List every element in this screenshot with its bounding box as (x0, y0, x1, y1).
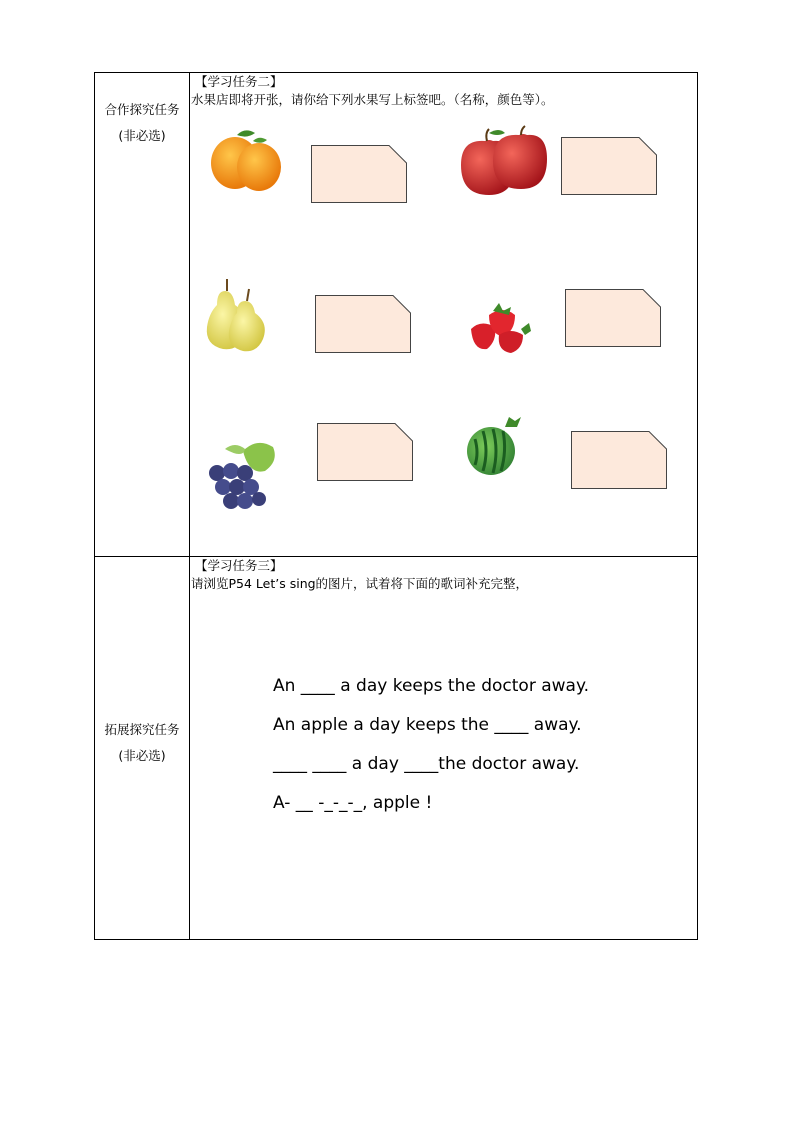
task-two-instruction: 水果店即将开张，请你给下列水果写上标签吧。（名称，颜色等）。 (191, 92, 554, 107)
label-box-strawberry[interactable] (565, 289, 661, 347)
lyric-line-4: A- __ -_-_-_, apple ! (273, 793, 433, 813)
label-box-orange[interactable] (311, 145, 407, 203)
task-three-instruction: 请浏览P54 Let’s sing的图片，试着将下面的歌词补充完整， (191, 576, 529, 591)
row-divider (95, 556, 697, 557)
watermelon-icon (465, 411, 523, 477)
task-three-title: 【学习任务三】 (195, 558, 283, 573)
row-label-cooperative: 合作探究任务 (非必选) (104, 102, 180, 143)
strawberry-icon (465, 295, 537, 355)
orange-icon (207, 125, 285, 195)
lyric-line-1: An ____ a day keeps the doctor away. (273, 676, 589, 696)
grape-icon (203, 437, 281, 513)
lyric-line-2: An apple a day keeps the ____ away. (273, 715, 582, 735)
column-divider (189, 73, 190, 939)
label-box-grape[interactable] (317, 423, 413, 481)
lyric-line-3: ____ ____ a day ____the doctor away. (273, 754, 580, 774)
task-two-title: 【学习任务二】 (195, 74, 283, 89)
pear-icon (203, 275, 269, 355)
label-box-pear[interactable] (315, 295, 411, 353)
worksheet-table (94, 72, 698, 940)
row-label-extension: 拓展探究任务 (非必选) (104, 722, 180, 763)
apple-icon (457, 125, 549, 199)
label-box-watermelon[interactable] (571, 431, 667, 489)
label-box-apple[interactable] (561, 137, 657, 195)
